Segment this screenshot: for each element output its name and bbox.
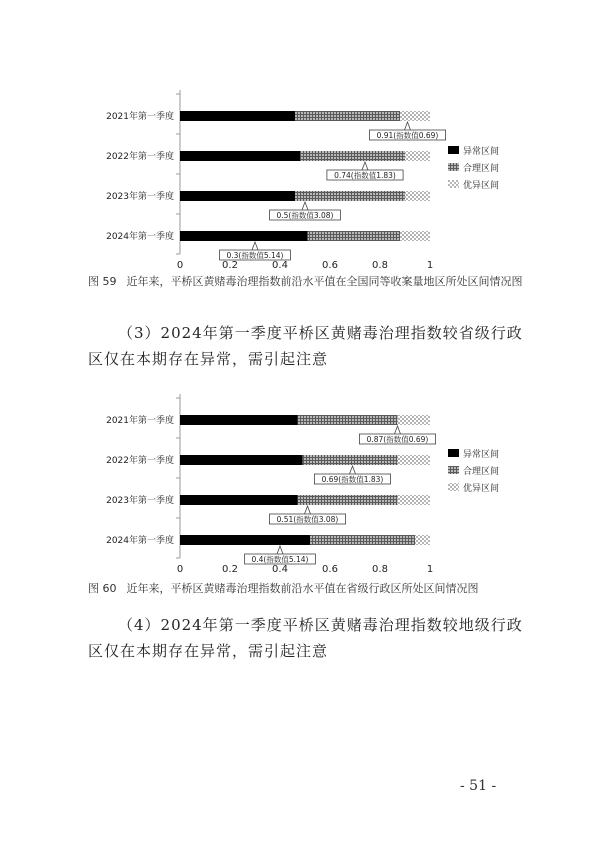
bar-segment <box>180 535 310 545</box>
annotation-label: 0.74(指数值1.83) <box>334 171 396 180</box>
legend-label: 优异区间 <box>463 181 500 191</box>
x-tick-label: 0 <box>176 564 184 575</box>
category-label: 2024年第一季度 <box>106 536 174 546</box>
x-tick-label: 0.2 <box>222 564 238 575</box>
bar-segment <box>298 415 398 425</box>
bar-segment <box>180 111 295 121</box>
bar-segment <box>180 191 295 201</box>
bar-segment <box>295 191 405 201</box>
legend-swatch <box>448 180 459 188</box>
annotation-pointer <box>252 242 258 250</box>
legend-label: 合理区间 <box>463 164 500 174</box>
x-tick-label: 0 <box>176 260 184 271</box>
legend-swatch <box>448 146 459 154</box>
legend-swatch <box>448 163 459 171</box>
bar-segment <box>295 111 400 121</box>
annotation-label: 0.51(指数值3.08) <box>276 515 339 524</box>
bar-segment <box>405 191 430 201</box>
bar-segment <box>398 415 431 425</box>
category-label: 2023年第一季度 <box>106 496 174 506</box>
x-tick-label: 0.8 <box>372 260 388 271</box>
category-label: 2022年第一季度 <box>106 152 174 162</box>
x-tick-label: 1 <box>426 260 434 271</box>
annotation-pointer <box>302 202 308 210</box>
bar-segment <box>180 495 298 505</box>
x-tick-label: 0.2 <box>222 260 238 271</box>
caption-fig60 <box>88 580 528 598</box>
category-label: 2021年第一季度 <box>106 416 174 426</box>
x-tick-label: 0.8 <box>372 564 388 575</box>
bar-segment <box>180 415 298 425</box>
legend-label: 合理区间 <box>463 467 500 477</box>
bar-segment <box>300 151 405 161</box>
category-label: 2022年第一季度 <box>106 456 174 466</box>
x-tick-label: 0.4 <box>272 260 288 271</box>
x-tick-label: 0.6 <box>322 564 338 575</box>
legend-swatch <box>448 466 459 474</box>
bar-segment <box>180 151 300 161</box>
bar-segment <box>180 231 308 241</box>
annotation-label: 0.4(指数值5.14) <box>251 555 309 564</box>
category-label: 2021年第一季度 <box>106 112 174 122</box>
annotation-label: 0.5(指数值3.08) <box>276 211 334 220</box>
annotation-label: 0.87(指数值0.69) <box>366 435 429 444</box>
chart-fig59 <box>100 88 520 271</box>
x-tick-label: 1 <box>426 564 434 575</box>
bar-segment <box>298 495 398 505</box>
legend-swatch <box>448 449 459 457</box>
annotation-pointer <box>350 466 356 474</box>
annotation-pointer <box>362 162 368 170</box>
annotation-label: 0.91(指数值0.69) <box>376 131 439 140</box>
legend-label: 异常区间 <box>463 450 500 460</box>
bar-segment <box>303 455 398 465</box>
bar-segment <box>405 151 430 161</box>
bar-segment <box>400 111 430 121</box>
caption-fig59-text: 近年来，平桥区黄赌毒治理指数前沿水平值在全国同等收案量地区所处区间情况图 <box>126 275 523 288</box>
annotation-label: 0.69(指数值1.83) <box>321 475 384 484</box>
annotation-pointer <box>405 122 411 130</box>
page-number: - 51 - <box>460 778 497 794</box>
x-tick-label: 0.4 <box>272 564 288 575</box>
chart-svg <box>100 392 520 575</box>
bar-segment <box>398 455 431 465</box>
annotation-pointer <box>305 506 311 514</box>
legend-label: 优异区间 <box>463 484 500 494</box>
category-label: 2024年第一季度 <box>106 232 174 242</box>
bar-segment <box>398 495 431 505</box>
caption-fig60-number: 图 60 <box>88 582 117 595</box>
bar-segment <box>310 535 415 545</box>
paragraph-4: （4）2024年第一季度平桥区黄赌毒治理指数较地级行政区仅在本期存在异常，需引起注意 <box>88 616 523 660</box>
chart-svg <box>100 88 520 271</box>
bar-segment <box>415 535 430 545</box>
legend-swatch <box>448 483 459 491</box>
bar-segment <box>400 231 430 241</box>
paragraph-3: （3）2024年第一季度平桥区黄赌毒治理指数较省级行政区仅在本期存在异常，需引起注意 <box>88 324 523 368</box>
caption-fig60-text: 近年来，平桥区黄赌毒治理指数前沿水平值在省级行政区所处区间情况图 <box>126 582 479 595</box>
annotation-pointer <box>277 546 283 554</box>
annotation-label: 0.3(指数值5.14) <box>226 251 284 260</box>
bar-segment <box>308 231 401 241</box>
caption-fig59 <box>88 273 528 291</box>
chart-fig60 <box>100 392 520 575</box>
annotation-pointer <box>395 426 401 434</box>
caption-fig59-number: 图 59 <box>88 275 117 288</box>
bar-segment <box>180 455 303 465</box>
category-label: 2023年第一季度 <box>106 192 174 202</box>
legend-label: 异常区间 <box>463 147 500 157</box>
x-tick-label: 0.6 <box>322 260 338 271</box>
